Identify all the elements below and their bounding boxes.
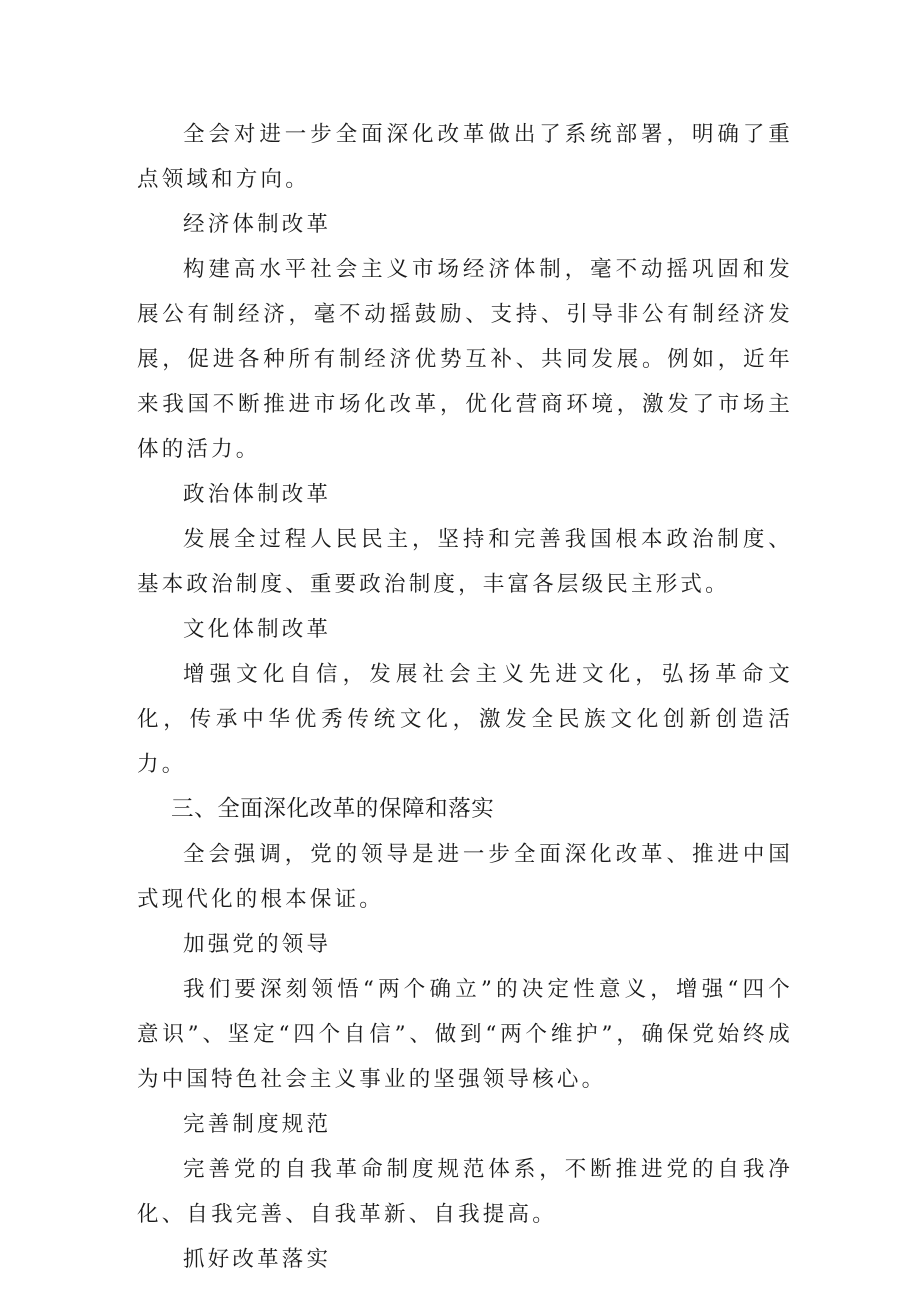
section-three-paragraph: 全会强调，党的领导是进一步全面深化改革、推进中国式现代化的根本保证。: [137, 842, 793, 912]
intro-paragraph: 全会对进一步全面深化改革做出了系统部署，明确了重点领域和方向。: [137, 122, 793, 192]
section-three-heading: 三、全面深化改革的保障和落实: [171, 796, 495, 822]
subheading-system-norms: 完善制度规范: [183, 1112, 332, 1137]
party-leadership-paragraph: 我们要深刻领悟“两个确立”的决定性意义，增强“四个意识”、坚定“四个自信”、做到“两个维护”，确保党始终成为中国特色社会主义事业的坚强领导核心。: [137, 977, 793, 1092]
political-reform-paragraph: 发展全过程人民民主，坚持和完善我国根本政治制度、基本政治制度、重要政治制度，丰富各层级民主形式。: [137, 527, 793, 597]
cultural-reform-paragraph: 增强文化自信，发展社会主义先进文化，弘扬革命文化，传承中华优秀传统文化，激发全民族文化创新创造活力。: [137, 662, 793, 777]
economic-reform-paragraph: 构建高水平社会主义市场经济体制，毫不动摇巩固和发展公有制经济，毫不动摇鼓励、支持、引导非公有制经济发展，促进各种所有制经济优势互补、共同发展。例如，近年来我国不断推进市场化改革，优化营商环境，激发了市场主体的活力。: [137, 257, 793, 462]
document-body: [137, 112, 793, 1282]
subheading-political-reform: 政治体制改革: [183, 482, 332, 507]
subheading-party-leadership: 加强党的领导: [183, 932, 332, 957]
subheading-economic-reform: 经济体制改革: [183, 212, 332, 237]
subheading-implementation: 抓好改革落实: [183, 1247, 332, 1272]
system-norms-paragraph: 完善党的自我革命制度规范体系，不断推进党的自我净化、自我完善、自我革新、自我提高。: [137, 1157, 793, 1227]
subheading-cultural-reform: 文化体制改革: [183, 617, 332, 642]
